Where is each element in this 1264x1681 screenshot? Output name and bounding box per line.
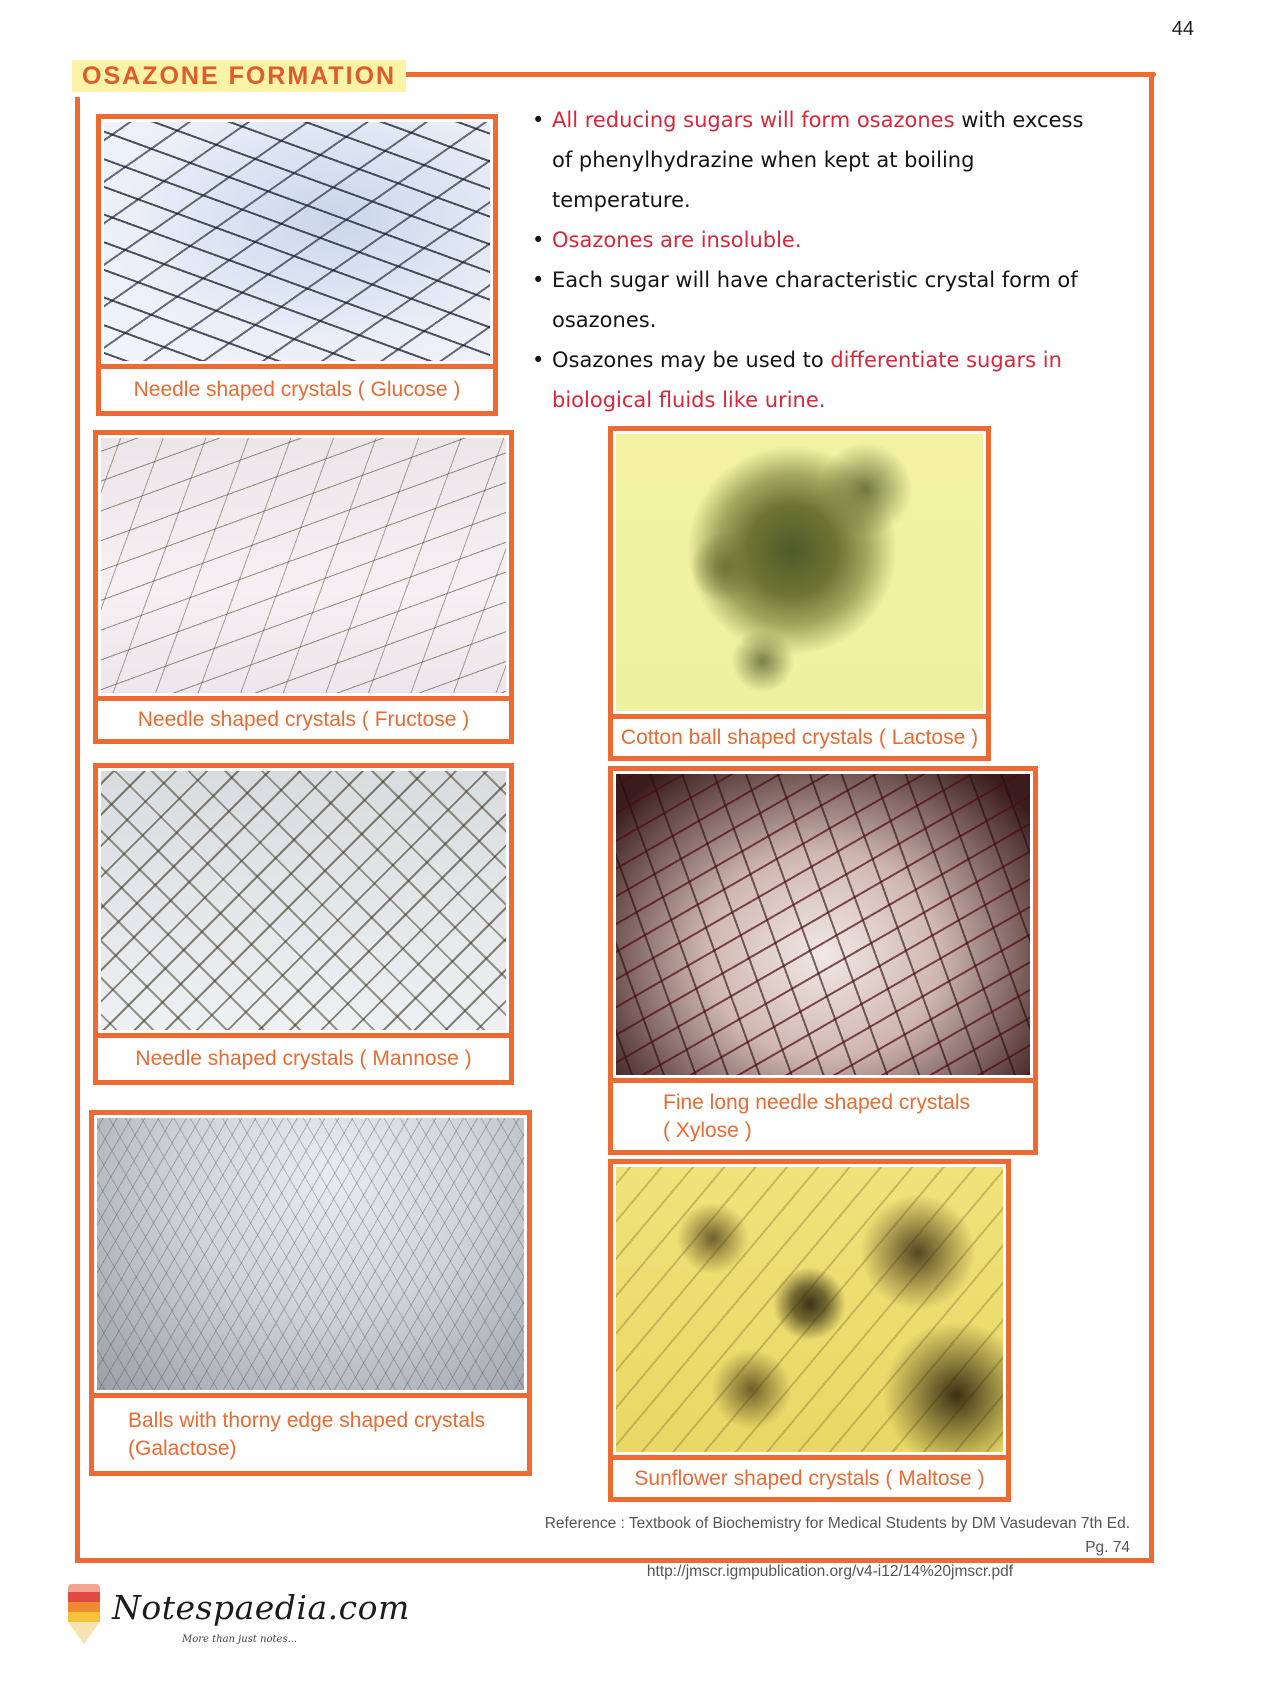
key-point-highlight: All reducing sugars will form osazones [552, 108, 955, 132]
key-point [532, 100, 1092, 220]
figure-lactose [608, 426, 991, 761]
crystal-photo-fructose [101, 438, 506, 693]
figure-caption [613, 1078, 1033, 1150]
crystal-photo-glucose [104, 122, 490, 361]
figure-xylose [608, 766, 1038, 1155]
figure-caption [101, 364, 493, 411]
notespaedia-logo [68, 1582, 410, 1662]
reference-block [530, 1512, 1130, 1584]
figure-caption [613, 1455, 1006, 1497]
key-point-text: Each sugar will have characteristic crystal form of osazones. [552, 268, 1078, 332]
caption-line: Cotton ball shaped crystals ( Lactose ) [620, 725, 979, 749]
crystal-photo-lactose [616, 434, 983, 711]
key-point [532, 340, 1092, 420]
caption-line: ( Xylose ) [663, 1118, 752, 1142]
page-title: OSAZONE FORMATION [72, 60, 406, 92]
key-point-text: with excess of phenylhydrazine when kept at boiling temperature. [552, 108, 1084, 212]
key-points-list [532, 100, 1092, 420]
caption-line: Needle shaped crystals ( Mannose ) [135, 1047, 472, 1070]
logo-tagline: More than just notes... [182, 1634, 298, 1645]
figure-fructose [93, 430, 514, 744]
figure-caption [613, 714, 986, 756]
caption-line: Fine long needle shaped crystals [663, 1090, 971, 1114]
caption-line: (Galactose) [128, 1436, 237, 1460]
figure-caption [94, 1393, 527, 1471]
figure-galactose [89, 1110, 532, 1476]
crystal-photo-maltose [616, 1167, 1003, 1452]
crystal-photo-mannose [101, 771, 506, 1030]
figure-glucose [96, 114, 498, 416]
key-point [532, 260, 1092, 340]
frame-border-right [1149, 72, 1154, 1560]
caption-line: Needle shaped crystals ( Glucose ) [133, 378, 461, 401]
crystal-photo-galactose [97, 1118, 524, 1390]
pencil-icon [68, 1584, 100, 1648]
crystal-photo-xylose [616, 774, 1030, 1075]
figure-caption [98, 1033, 509, 1080]
key-point-text: Osazones may be used to [552, 348, 831, 372]
logo-wordmark: Notespaedia.com [112, 1588, 410, 1627]
reference-url: http://jmscr.igmpublication.org/v4-i12/14%20jmscr.pdf [646, 1563, 1014, 1580]
reference-citation: Reference : Textbook of Biochemistry for Medical Students by DM Vasudevan 7th Ed. Pg. 74 [544, 1515, 1130, 1556]
caption-line: Needle shaped crystals ( Fructose ) [137, 708, 470, 731]
caption-line: Sunflower shaped crystals ( Maltose ) [634, 1466, 985, 1490]
key-point-highlight: differentiate sugars in biological fluids like urine. [552, 348, 1062, 412]
key-point [532, 220, 1092, 260]
figure-maltose [608, 1159, 1011, 1502]
figure-mannose [93, 763, 514, 1085]
frame-border-top [385, 72, 1156, 77]
caption-line: Balls with thorny edge shaped crystals [128, 1408, 486, 1432]
page-number: 44 [1171, 18, 1194, 40]
frame-border-left [75, 97, 80, 1563]
key-point-highlight: Osazones are insoluble. [552, 228, 802, 252]
figure-caption [98, 696, 509, 739]
